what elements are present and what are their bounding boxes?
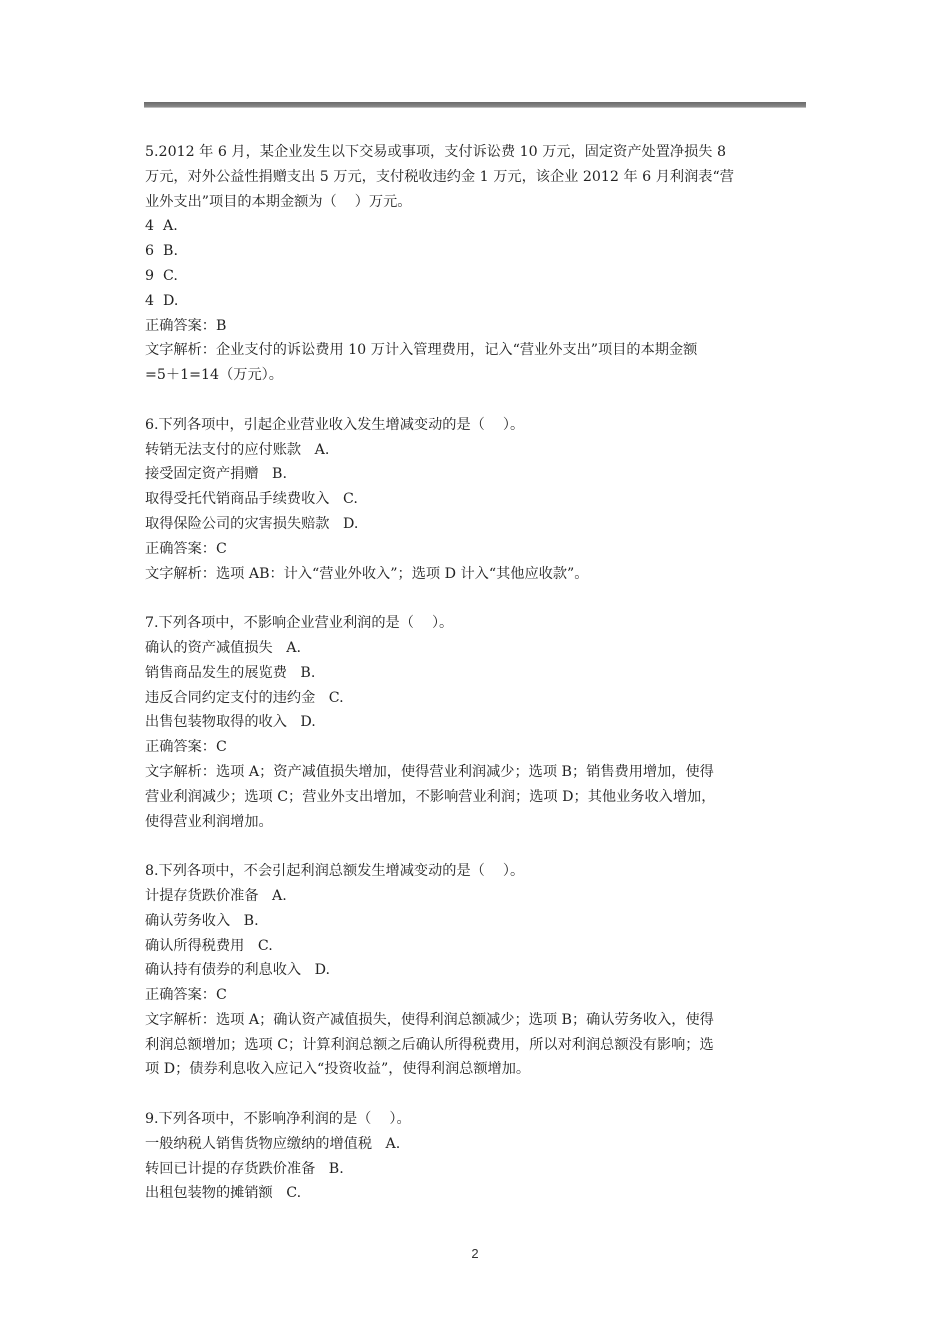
option-a: 4 A. — [145, 218, 178, 235]
analysis-line: =5＋1=14（万元）。 — [145, 367, 283, 384]
correct-answer: 正确答案：B — [145, 317, 227, 334]
header-rule — [144, 102, 806, 107]
question-9 — [145, 1107, 810, 1206]
option-c: 出租包装物的摊销额 C. — [145, 1185, 302, 1202]
option-b: 转回已计提的存货跌价准备 B. — [145, 1160, 344, 1177]
option-c: 违反合同约定支付的违约金 C. — [145, 689, 344, 706]
analysis-line: 使得营业利润增加。 — [145, 813, 273, 830]
option-a: 计提存货跌价准备 A. — [145, 887, 287, 904]
question-stem-line: 8.下列各项中，不会引起利润总额发生增减变动的是（ ）。 — [145, 863, 525, 880]
question-stem-line: 9.下列各项中，不影响净利润的是（ ）。 — [145, 1111, 411, 1128]
analysis-line: 项 D；债券利息收入应记入“投资收益”，使得利润总额增加。 — [145, 1061, 531, 1078]
option-b: 6 B. — [145, 243, 178, 260]
document-body — [145, 140, 810, 1231]
option-d: 4 D. — [145, 292, 179, 309]
analysis-line: 文字解析：选项 A；资产减值损失增加，使得营业利润减少；选项 B；销售费用增加，使得 — [145, 763, 714, 780]
option-d: 取得保险公司的灾害损失赔款 D. — [145, 515, 359, 532]
question-stem-line: 万元，对外公益性捐赠支出 5 万元，支付税收违约金 1 万元，该企业 2012 年 6 月利润表“营 — [145, 168, 734, 185]
analysis-line: 利润总额增加；选项 C；计算利润总额之后确认所得税费用，所以对利润总额没有影响；选 — [145, 1036, 714, 1053]
option-d: 出售包装物取得的收入 D. — [145, 714, 316, 731]
correct-answer: 正确答案：C — [145, 540, 227, 557]
option-a: 转销无法支付的应付账款 A. — [145, 441, 330, 458]
page-number: 2 — [471, 1246, 479, 1261]
correct-answer: 正确答案：C — [145, 739, 227, 756]
option-d: 确认持有债券的利息收入 D. — [145, 962, 330, 979]
analysis-line: 文字解析：企业支付的诉讼费用 10 万计入管理费用，记入“营业外支出”项目的本期金额 — [145, 342, 698, 359]
question-stem-line: 业外支出”项目的本期金额为（ ）万元。 — [145, 193, 412, 210]
question-stem-line: 5.2012 年 6 月，某企业发生以下交易或事项，支付诉讼费 10 万元，固定资产处置净损失 8 — [145, 144, 726, 160]
option-b: 确认劳务收入 B. — [145, 912, 259, 929]
option-b: 接受固定资产捐赠 B. — [145, 466, 287, 483]
correct-answer: 正确答案：C — [145, 987, 227, 1004]
option-a: 一般纳税人销售货物应缴纳的增值税 A. — [145, 1135, 401, 1152]
analysis-line: 文字解析：选项 AB：计入“营业外收入”；选项 D 计入“其他应收款”。 — [145, 565, 589, 582]
analysis-line: 营业利润减少；选项 C；营业外支出增加，不影响营业利润；选项 D；其他业务收入增加， — [145, 788, 716, 805]
option-c: 确认所得税费用 C. — [145, 937, 273, 954]
question-5 — [145, 140, 810, 388]
analysis-line: 文字解析：选项 A；确认资产减值损失，使得利润总额减少；选项 B；确认劳务收入，使得 — [145, 1011, 714, 1028]
option-c: 9 C. — [145, 267, 178, 284]
option-c: 取得受托代销商品手续费收入 C. — [145, 491, 358, 508]
question-7 — [145, 611, 810, 834]
question-stem-line: 7.下列各项中，不影响企业营业利润的是（ ）。 — [145, 615, 454, 632]
question-8 — [145, 859, 810, 1082]
question-6 — [145, 413, 810, 587]
question-stem-line: 6.下列各项中，引起企业营业收入发生增减变动的是（ ）。 — [145, 416, 525, 433]
option-b: 销售商品发生的展览费 B. — [145, 664, 316, 681]
option-a: 确认的资产减值损失 A. — [145, 639, 301, 656]
